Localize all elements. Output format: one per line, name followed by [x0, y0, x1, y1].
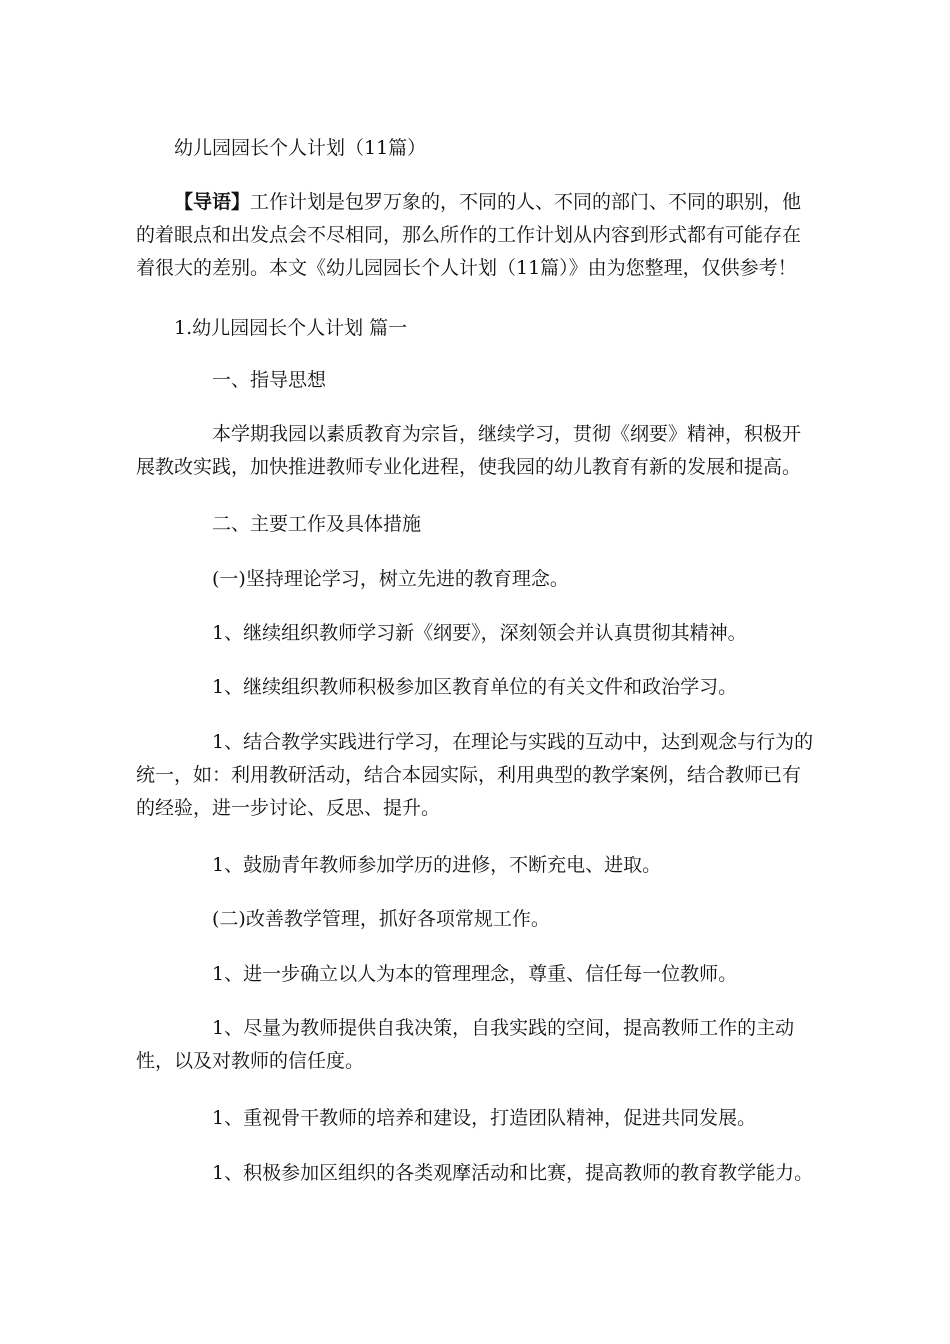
- heading-main-work: 二、主要工作及具体措施: [212, 513, 422, 535]
- heading-guiding-ideology: 一、指导思想: [212, 369, 327, 391]
- document-title: 幼儿园园长个人计划（11篇）: [174, 137, 427, 159]
- list-item: 1、鼓励青年教师参加学历的进修，不断充电、进取。: [212, 854, 662, 876]
- list-item: 1、继续组织教师积极参加区教育单位的有关文件和政治学习。: [212, 676, 738, 698]
- subheading-teaching-management: (二)改善教学管理，抓好各项常规工作。: [212, 908, 550, 930]
- intro-marker: 【导语】: [174, 191, 251, 213]
- intro-paragraph: [136, 186, 816, 285]
- list-item: 1、积极参加区组织的各类观摩活动和比赛，提高教师的教育教学能力。: [212, 1162, 814, 1184]
- list-item: 1、尽量为教师提供自我决策，自我实践的空间，提高教师工作的主动性，以及对教师的信任度。: [136, 1017, 795, 1072]
- section-heading: 1.幼儿园园长个人计划 篇一: [174, 317, 408, 339]
- list-item: 1、进一步确立以人为本的管理理念，尊重、信任每一位教师。: [212, 963, 738, 985]
- list-item: 1、结合教学实践进行学习，在理论与实践的互动中，达到观念与行为的统一，如：利用教研活动，结合本园实际，利用典型的教学案例，结合教师已有的经验，进一步讨论、反思、提升。: [136, 731, 814, 819]
- list-item: 1、重视骨干教师的培养和建设，打造团队精神，促进共同发展。: [212, 1107, 757, 1129]
- paragraph-guiding-ideology: 本学期我园以素质教育为宗旨，继续学习，贯彻《纲要》精神，积极开展教改实践，加快推进教师专业化进程，使我园的幼儿教育有新的发展和提高。: [136, 423, 802, 478]
- list-item: 1、继续组织教师学习新《纲要》，深刻领会并认真贯彻其精神。: [212, 622, 747, 644]
- intro-text: 工作计划是包罗万象的，不同的人、不同的部门、不同的职别，他的着眼点和出发点会不尽相同，那么所作的工作计划从内容到形式都有可能存在着很大的差别。本文《幼儿园园长个人计划（11篇）》由为您整理，仅供参考！: [136, 191, 802, 279]
- subheading-theory-study: (一)坚持理论学习，树立先进的教育理念。: [212, 568, 569, 590]
